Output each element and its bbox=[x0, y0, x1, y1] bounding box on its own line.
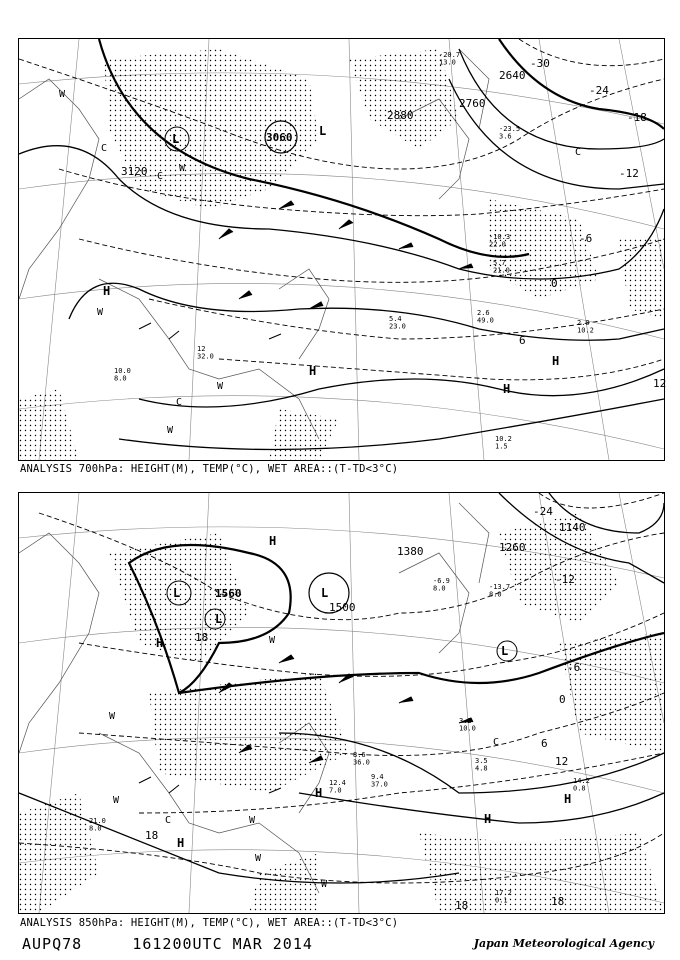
map-panel-850hpa bbox=[18, 492, 665, 914]
high-center: H bbox=[309, 364, 317, 378]
warm-mark: W bbox=[109, 711, 116, 722]
high-center: H bbox=[552, 354, 560, 368]
warm-mark: W bbox=[113, 795, 120, 806]
contour-label: 1260 bbox=[499, 541, 526, 554]
low-center: L bbox=[173, 586, 181, 600]
low-center: L bbox=[501, 644, 509, 658]
temp-label: 18 bbox=[455, 899, 469, 912]
station-value: 21.0 8.0 bbox=[89, 817, 106, 833]
warm-mark: W bbox=[269, 635, 276, 646]
temp-label: 18 bbox=[551, 895, 565, 908]
low-center: L bbox=[172, 132, 180, 146]
high-center: H bbox=[269, 534, 277, 548]
contour-label: 1500 bbox=[329, 601, 356, 614]
cold-mark: C bbox=[157, 171, 164, 182]
wind-barbs-700 bbox=[139, 201, 473, 339]
temp-label: 0 bbox=[551, 277, 558, 290]
station-value: 3.2 10.0 bbox=[459, 717, 476, 733]
temp-label: -30 bbox=[530, 57, 550, 70]
map-panel-700hpa bbox=[18, 38, 665, 461]
cold-mark: C bbox=[176, 397, 183, 408]
station-value: -13.7 8.0 bbox=[489, 583, 511, 599]
station-value: 12 32.0 bbox=[197, 345, 214, 361]
high-center: H bbox=[103, 284, 111, 298]
warm-mark: W bbox=[255, 853, 262, 864]
station-value: -20.7 13.0 bbox=[439, 51, 461, 67]
temp-label: 12 bbox=[653, 377, 667, 390]
cold-mark: C bbox=[101, 143, 108, 154]
low-center: L bbox=[321, 586, 329, 600]
caption-850hpa: ANALYSIS 850hPa: HEIGHT(M), TEMP(°C), WET AREA::(T-TD<3°C) bbox=[20, 917, 399, 929]
temp-label: -6 bbox=[567, 661, 581, 674]
warm-mark: W bbox=[217, 381, 224, 392]
temp-label: -6 bbox=[579, 232, 593, 245]
station-value: 8.6 36.0 bbox=[353, 751, 370, 767]
map-700-svg bbox=[19, 39, 667, 460]
temp-label: 6 bbox=[541, 737, 548, 750]
contour-label: 2760 bbox=[459, 97, 486, 110]
wet-areas-700 bbox=[19, 49, 667, 460]
station-value: 3.5 4.8 bbox=[475, 757, 488, 773]
temp-label: 0 bbox=[559, 693, 566, 706]
station-value: -6.9 8.0 bbox=[433, 577, 450, 593]
high-center: H bbox=[564, 792, 572, 806]
cold-mark: C bbox=[575, 147, 582, 158]
temp-label: -24 bbox=[589, 84, 609, 97]
station-value: 5.7 21.0 bbox=[493, 259, 510, 275]
station-value: 9.4 37.0 bbox=[371, 773, 388, 789]
contour-label: 1560 bbox=[215, 587, 242, 600]
temp-label: -18 bbox=[627, 111, 647, 124]
temp-label: -12 bbox=[555, 573, 575, 586]
station-value: -23.5 3.6 bbox=[499, 125, 521, 141]
station-value: 5.4 23.0 bbox=[389, 315, 406, 331]
contour-label: 3060 bbox=[266, 131, 293, 144]
warm-mark: W bbox=[167, 425, 174, 436]
agency-name: Japan Meteorological Agency bbox=[473, 937, 654, 950]
station-value: -10.3 22.0 bbox=[489, 233, 511, 249]
warm-mark: W bbox=[321, 879, 328, 890]
temp-label: 18 bbox=[145, 829, 159, 842]
station-value: 10.0 8.0 bbox=[114, 367, 131, 383]
station-value: 14.2 0.8 bbox=[573, 777, 590, 793]
map-850-svg bbox=[19, 493, 664, 913]
cold-mark: C bbox=[493, 737, 500, 748]
station-value: 10.2 1.5 bbox=[495, 435, 512, 451]
temp-label: 18 bbox=[195, 631, 209, 644]
high-center: H bbox=[315, 786, 323, 800]
high-center: H bbox=[177, 836, 185, 850]
contour-label: 3120 bbox=[121, 165, 148, 178]
chart-code: AUPQ78 161200UTC MAR 2014 bbox=[22, 935, 313, 953]
caption-700hpa: ANALYSIS 700hPa: HEIGHT(M), TEMP(°C), WET AREA::(T-TD<3°C) bbox=[20, 463, 399, 475]
high-center: H bbox=[156, 636, 164, 650]
temp-label: 6 bbox=[519, 334, 526, 347]
warm-mark: W bbox=[179, 163, 186, 174]
station-value: 17.2 0.1 bbox=[495, 889, 512, 905]
station-value: 2.6 49.0 bbox=[477, 309, 494, 325]
contour-label: 1380 bbox=[397, 545, 424, 558]
low-center: L bbox=[319, 124, 327, 138]
station-value: 12.4 7.0 bbox=[329, 779, 346, 795]
contour-label: 1140 bbox=[559, 521, 586, 534]
contour-label: 2640 bbox=[499, 69, 526, 82]
high-center: H bbox=[503, 382, 511, 396]
warm-mark: W bbox=[97, 307, 104, 318]
temp-label: -12 bbox=[619, 167, 639, 180]
warm-mark: W bbox=[59, 89, 66, 100]
cold-mark: C bbox=[165, 815, 172, 826]
low-center: L bbox=[215, 612, 223, 626]
temp-label: 12 bbox=[555, 755, 569, 768]
station-value: 2.0 10.2 bbox=[577, 319, 594, 335]
contour-label: 2880 bbox=[387, 109, 414, 122]
high-center: H bbox=[484, 812, 492, 826]
warm-mark: W bbox=[249, 815, 256, 826]
temp-label: -24 bbox=[533, 505, 553, 518]
